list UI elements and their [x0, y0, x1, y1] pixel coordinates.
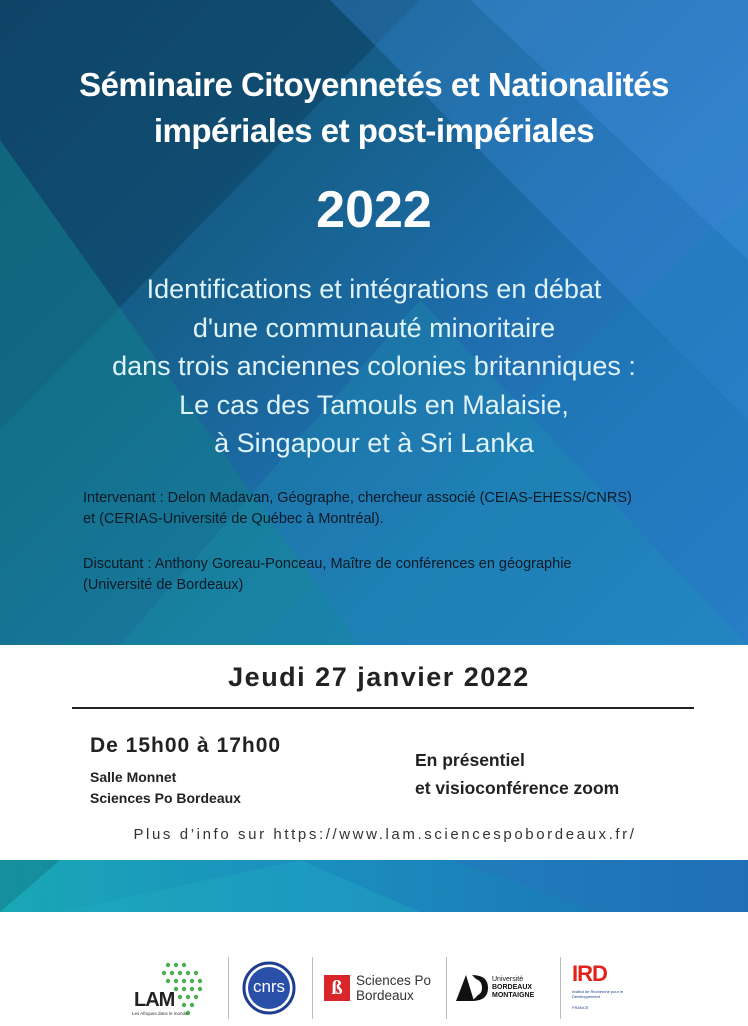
logo-separator [312, 957, 313, 1019]
speaker-line-2: et (CERIAS-Université de Québec à Montréal). [83, 511, 384, 527]
sciencespo-line-1: Sciences Po [356, 973, 432, 988]
subtitle-line-1: Identifications et intégrations en débat [146, 274, 602, 304]
sciencespo-wordmark [356, 973, 431, 1003]
logo-separator [446, 957, 447, 1019]
ird-wordmark: IRD [572, 961, 607, 986]
info-link[interactable]: Plus d’info sur https://www.lam.sciencespobordeaux.fr/ [133, 826, 637, 843]
speaker-info [83, 488, 733, 530]
ubm-line-1: Université [492, 976, 524, 983]
event-venue [90, 767, 241, 809]
ubm-wordmark [492, 976, 534, 1000]
mode-line-1: En présentiel [415, 750, 525, 770]
ird-logo [572, 955, 636, 1021]
subtitle-line-5: à Singapour et à Sri Lanka [214, 428, 534, 458]
logo-separator [228, 957, 229, 1019]
title-line-2: impériales et post-impériales [153, 112, 595, 149]
ubm-line-2: BORDEAUX [492, 984, 533, 991]
sciencespo-emblem-icon: ß [324, 975, 350, 1001]
subtitle-line-4: Le cas des Tamouls en Malaisie, [179, 389, 569, 420]
venue-institution: Sciences Po Bordeaux [90, 790, 241, 806]
partner-logos [118, 955, 638, 1021]
lam-wordmark: LAM [134, 989, 175, 1011]
discussant-line-1: Discutant : Anthony Goreau-Ponceau, Maître de conférences en géographie [83, 556, 572, 572]
cnrs-wordmark: cnrs [252, 977, 286, 996]
divider [72, 707, 694, 709]
page-title [0, 62, 748, 154]
event-date: Jeudi 27 janvier 2022 [228, 662, 530, 692]
discussant-line-2: (Université de Bordeaux) [83, 577, 244, 593]
mode-line-2: et visioconférence zoom [415, 778, 620, 798]
title-line-1: Séminaire Citoyennetés et Nationalités [79, 66, 669, 103]
band-pattern [0, 860, 748, 912]
lam-tagline: Les Afriques dans le monde [132, 1011, 188, 1016]
event-time: De 15h00 à 17h00 [90, 734, 282, 757]
sciencespo-line-2: Bordeaux [356, 988, 414, 1003]
ubm-emblem-icon [454, 955, 490, 1021]
lam-logo [118, 955, 218, 1021]
event-mode [415, 746, 619, 802]
cnrs-logo [242, 955, 300, 1021]
ubm-line-3: MONTAIGNE [492, 992, 535, 999]
ubm-logo [454, 955, 554, 1021]
venue-room: Salle Monnet [90, 769, 177, 785]
discussant-info [83, 554, 733, 596]
bottom-band [0, 860, 748, 912]
subtitle-line-3: dans trois anciennes colonies britanniques : [112, 351, 636, 381]
sciencespo-logo [324, 955, 444, 1021]
ird-caption: Institut de Recherche pour le Développement [572, 989, 624, 999]
subtitle-line-2: d'une communauté minoritaire [192, 312, 556, 343]
seminar-subtitle [0, 270, 748, 463]
ird-country: FRANCE [572, 1005, 589, 1010]
logo-separator [560, 957, 561, 1019]
speaker-line-1: Intervenant : Delon Madavan, Géographe, chercheur associé (CEIAS-EHESS/CNRS) [83, 490, 632, 506]
seminar-year: 2022 [316, 181, 432, 239]
